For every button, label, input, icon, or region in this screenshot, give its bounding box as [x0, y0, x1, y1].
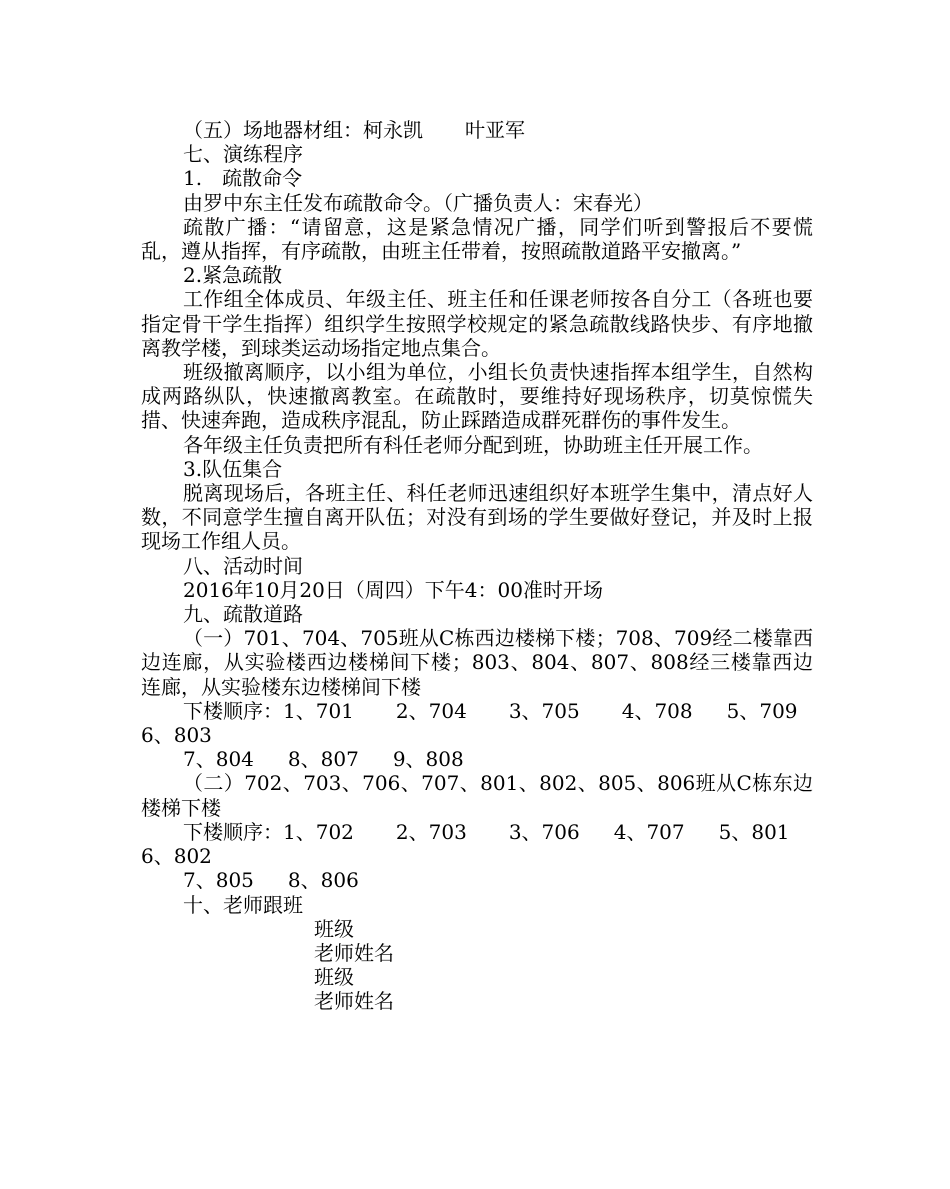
- paragraph-order-issuer: 由罗中东主任发布疏散命令。（广播负责人：宋春光）: [183, 190, 653, 215]
- order-item: 4、708: [621, 698, 693, 723]
- document-body: [141, 118, 813, 1014]
- paragraph-route-one: （一）701、704、705班从C栋西边楼梯下楼；708、709经二楼靠西边连廊，从实验楼西边楼梯间下楼；803、804、807、808经三楼靠西边连廊，从实验楼东边楼梯间下楼: [141, 626, 813, 699]
- equipment-group-member: 叶亚军: [465, 118, 525, 142]
- order-line-two: [141, 747, 813, 771]
- paragraph-class-order: 班级撤离顺序，以小组为单位，小组长负责快速指挥本组学生，自然构成两路纵队，快速撤离教室。在疏散时，要维持好现场秩序，切莫惊慌失措、快速奔跑，造成秩序混乱，防止踩踏造成群死群伤的事件发生。: [141, 360, 813, 433]
- table-label-class: 班级: [314, 916, 354, 941]
- order-item: 4、707: [613, 819, 685, 844]
- order-line-one: [141, 699, 813, 723]
- paragraph-assembly: 脱离现场后，各班主任、科任老师迅速组织好本班学生集中，清点好人数，不同意学生擅自离开队伍；对没有到场的学生要做好登记，并及时上报现场工作组人员。: [141, 481, 813, 554]
- heading-nine: 九、疏散道路: [183, 602, 303, 627]
- paragraph-grade-heads: 各年级主任负责把所有科任老师分配到班，协助班主任开展工作。: [183, 432, 763, 457]
- order-item: 2、704: [395, 698, 467, 723]
- paragraph-work-group: 工作组全体成员、年级主任、班主任和任课老师按各自分工（各班也要指定骨干学生指挥）组织学生按照学校规定的紧急疏散线路快步、有序地撤离教学楼，到球类运动场指定地点集合。: [141, 287, 813, 360]
- paragraph-route-two: （二）702、703、706、707、801、802、805、806班从C栋东边楼梯下楼: [141, 771, 813, 820]
- order-item: 5、801: [718, 819, 790, 844]
- subheading-assembly: 3.队伍集合: [183, 456, 283, 481]
- order-line-one-wrap: 6、803: [141, 723, 212, 748]
- order-item: 3、705: [508, 698, 580, 723]
- order-item: 下楼顺序：1、702: [183, 819, 354, 844]
- subheading-emergency-evacuation: 2.紧急疏散: [183, 263, 283, 288]
- table-label-teacher: 老师姓名: [314, 940, 394, 965]
- table-label-teacher: 老师姓名: [314, 989, 394, 1014]
- order-item: 9、808: [392, 747, 464, 772]
- heading-seven: 七、演练程序: [183, 142, 303, 167]
- paragraph-broadcast: 疏散广播：“请留意，这是紧急情况广播，同学们听到警报后不要慌乱，遵从指挥，有序疏散，由班主任带着，按照疏散道路平安撤离。”: [141, 214, 813, 264]
- heading-eight: 八、活动时间: [183, 553, 303, 578]
- order-item: 下楼顺序：1、701: [183, 698, 354, 723]
- table-label-class: 班级: [314, 965, 354, 990]
- order-item: 5、709: [726, 698, 798, 723]
- order-item: 7、805: [183, 868, 254, 893]
- heading-ten: 十、老师跟班: [183, 892, 303, 917]
- order-line-three: [141, 820, 813, 844]
- order-item: 3、706: [508, 819, 580, 844]
- order-item: 7、804: [183, 747, 254, 772]
- order-line-four: [141, 868, 813, 892]
- section-five-line: [141, 118, 813, 142]
- subheading-evacuation-order: 1. 疏散命令: [183, 166, 303, 191]
- order-line-three-wrap: 6、802: [141, 844, 212, 869]
- order-item: 8、806: [287, 868, 359, 893]
- order-item: 8、807: [287, 747, 359, 772]
- paragraph-activity-time: 2016年10月20日（周四）下午4：00准时开场: [183, 577, 603, 602]
- order-item: 2、703: [395, 819, 467, 844]
- equipment-group-text: （五）场地器材组：柯永凯: [183, 118, 423, 142]
